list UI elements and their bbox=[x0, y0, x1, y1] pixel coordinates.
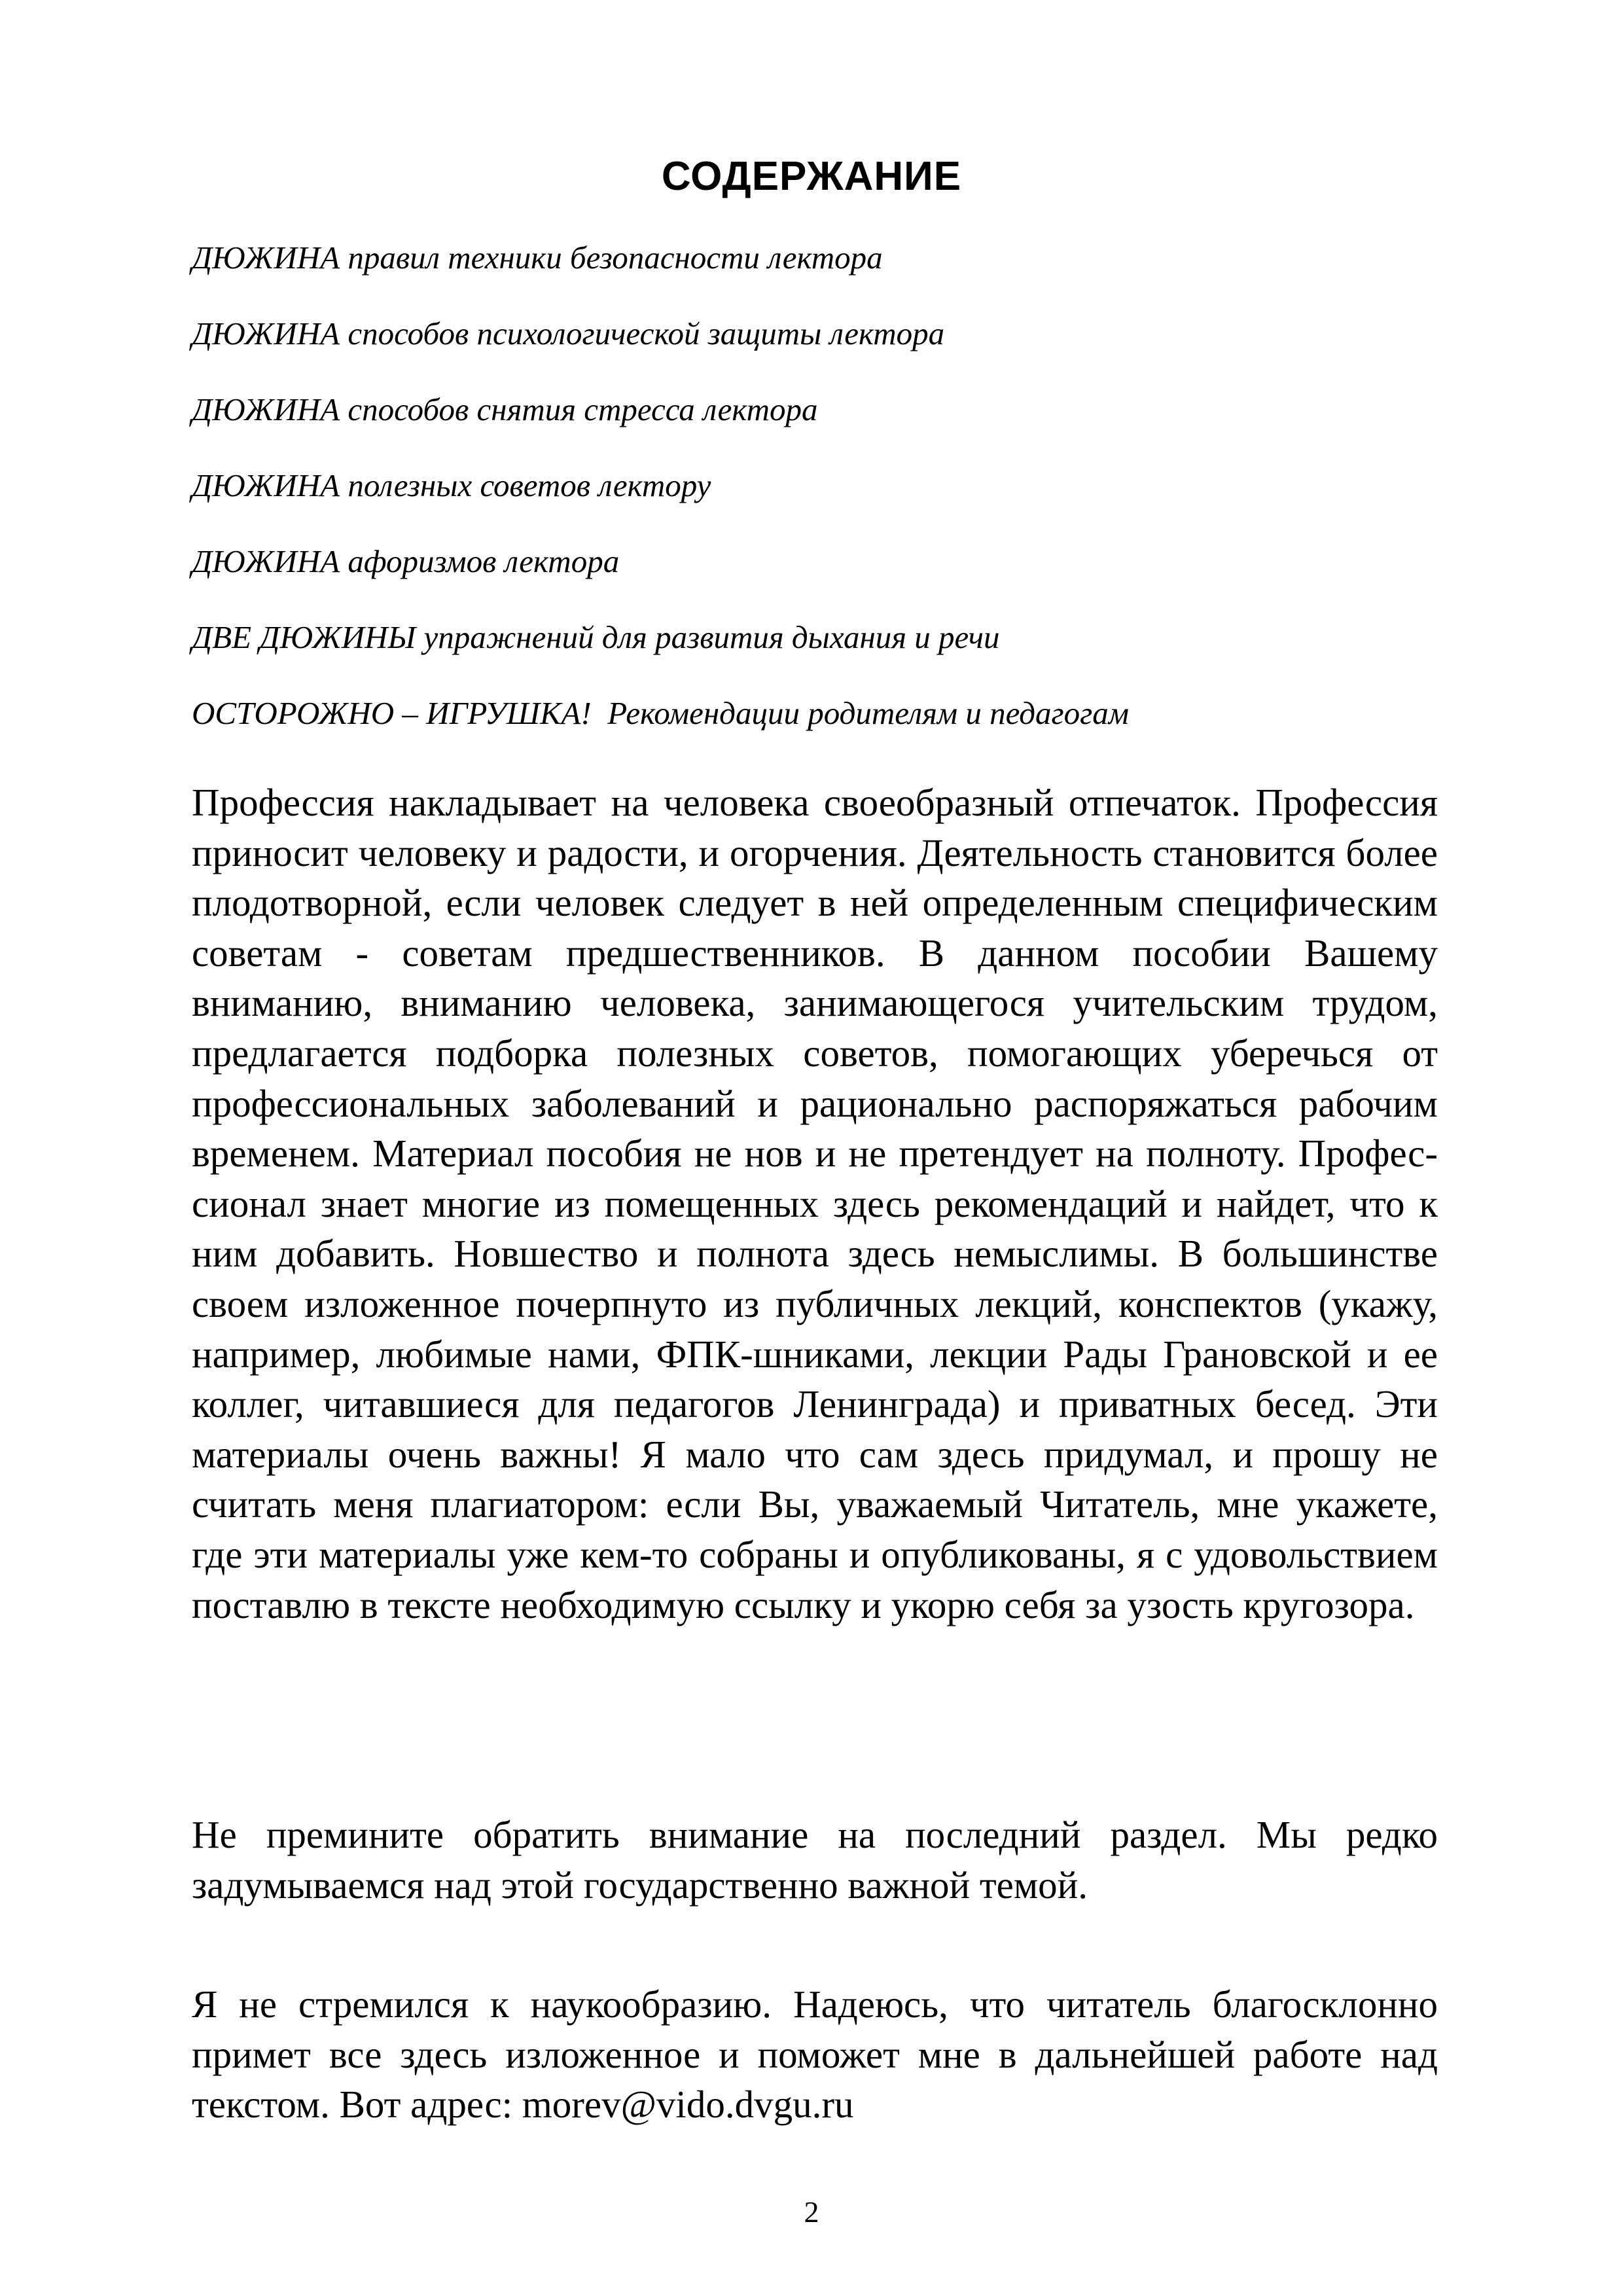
contents-heading: СОДЕРЖАНИЕ bbox=[661, 154, 962, 199]
closing-paragraph: Я не стремился к наукообразию. Надеюсь, что читатель благосклонно примет все здесь изложенное и поможет мне в дальнейшей работе над текстом. Вот адрес: morev@vido.dvgu.ru bbox=[192, 1982, 1438, 2126]
contents-item: ДЮЖИНА афоризмов лектора bbox=[192, 543, 620, 579]
contents-item: ДВЕ ДЮЖИНЫ упражнений для развития дыхания и речи bbox=[192, 619, 1000, 655]
note-paragraph: Не премините обратить внимание на последний раздел. Мы редко задумываемся над этой государственно важной темой. bbox=[192, 1813, 1438, 1907]
page-number: 2 bbox=[804, 2195, 819, 2229]
contents-item: ДЮЖИНА полезных советов лектору bbox=[192, 467, 711, 503]
contents-item: ДЮЖИНА способов снятия стресса лектора bbox=[192, 391, 818, 427]
contents-item: ОСТОРОЖНО – ИГРУШКА! Рекомендации родителям и педагогам bbox=[192, 695, 1130, 731]
contents-list bbox=[192, 237, 1468, 768]
contents-item: ДЮЖИНА правил техники безопасности лектора bbox=[192, 240, 883, 276]
contents-item: ДЮЖИНА способов психологической защиты лектора bbox=[192, 315, 945, 351]
intro-paragraph: Профессия накладывает на человека своеобразный отпечаток. Профессия приносит человеку и радости, и огорчения. Деятельность становится более плодотворной, если человек следует в ней определенным специфическим советам - советам предшественников. В данном пособии Вашему вниманию, вниманию человека, занимающегося учительским трудом, предлагается подборка полезных советов, помогающих уберечься от профессиональных заболеваний и рационально распоряжаться рабочим временем. Материал пособия не нов и не претендует на полноту. Профессионал знает многие из помещенных здесь рекомендаций и найдет, что к ним добавить. Новшество и полнота здесь немыслимы. В большинстве своем изложенное почерпнуто из публичных лекций, конспектов (укажу, например, любимые нами, ФПК-шниками, лекции Рады Грановской и ее коллег, читавшиеся для педагогов Ленинграда) и приватных бесед. Эти материалы очень важны! Я мало что сам здесь придумал, и прошу не считать меня плагиатором: если Вы, уважаемый Читатель, мне укажете, где эти материалы уже кем-то собраны и опубликованы, я с удовольствием поставлю в тексте необходимую ссылку и укорю себя за узость кругозора. bbox=[192, 781, 1438, 1626]
